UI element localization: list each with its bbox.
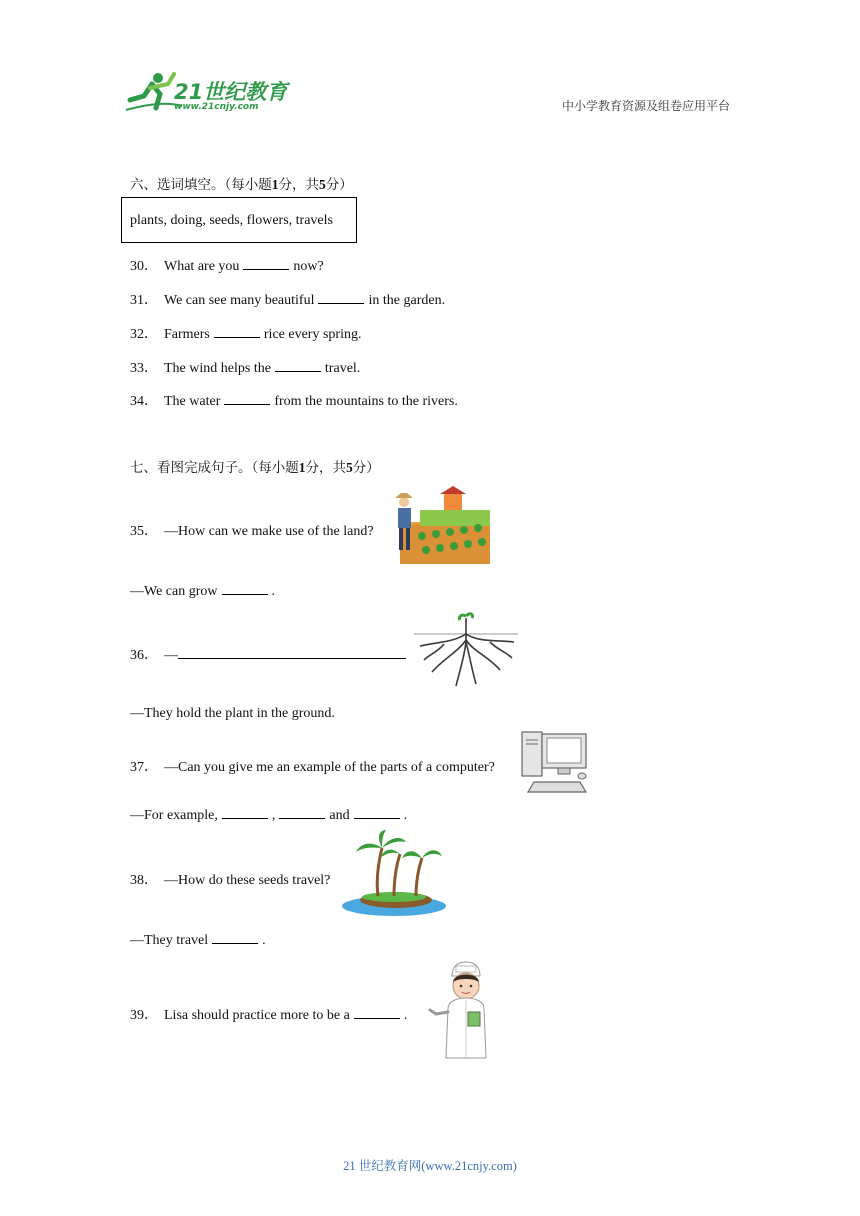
- section-7-score-each: 1: [298, 460, 306, 475]
- question-31: [130, 289, 445, 309]
- section-6-title-suffix: 分）: [325, 177, 353, 193]
- question-text: Lisa should practice more to be a: [164, 1008, 350, 1023]
- question-35: [130, 520, 374, 540]
- farmer-field-illustration: [392, 486, 492, 566]
- answer-line[interactable]: [178, 646, 406, 659]
- computer-illustration: [520, 728, 592, 796]
- section-7-title: [130, 456, 380, 476]
- palm-island-illustration: [340, 830, 448, 920]
- question-38: [130, 869, 330, 889]
- answer-blank[interactable]: [212, 931, 258, 944]
- answer-text: .: [403, 808, 408, 823]
- answer-38: [130, 931, 266, 949]
- question-number: 34．: [130, 394, 158, 409]
- question-34: [130, 390, 458, 410]
- answer-blank[interactable]: [222, 806, 268, 819]
- answer-text: ,: [271, 808, 276, 823]
- question-text: —: [164, 648, 178, 663]
- question-39: [130, 1004, 407, 1024]
- section-6-title: [130, 173, 353, 193]
- question-text: in the garden.: [368, 293, 446, 308]
- question-30: [130, 255, 324, 275]
- question-text: travel.: [324, 361, 361, 376]
- question-text: —How do these seeds travel?: [164, 873, 331, 888]
- question-text: —How can we make use of the land?: [164, 524, 374, 539]
- question-number: 32．: [130, 327, 158, 342]
- site-logo: [122, 70, 292, 116]
- question-text: What are you: [164, 259, 240, 274]
- answer-text: .: [271, 584, 276, 599]
- answer-blank[interactable]: [318, 291, 364, 304]
- answer-37: [130, 806, 407, 824]
- question-text: —Can you give me an example of the parts of a computer?: [164, 760, 495, 775]
- question-number: 36．: [130, 648, 158, 663]
- question-text: The wind helps the: [164, 361, 271, 376]
- question-text: Farmers: [164, 327, 210, 342]
- plant-roots-illustration: [414, 612, 518, 688]
- answer-35: [130, 582, 275, 600]
- answer-blank[interactable]: [275, 359, 321, 372]
- logo-text: 21世纪教育: [174, 80, 288, 104]
- question-number: 39．: [130, 1008, 158, 1023]
- section-7-title-prefix: 七、看图完成句子。（每小题: [130, 460, 299, 476]
- logo-url: www.21cnjy.com: [174, 102, 259, 112]
- question-number: 31．: [130, 293, 158, 308]
- answer-blank[interactable]: [214, 325, 260, 338]
- question-text: from the mountains to the rivers.: [274, 394, 458, 409]
- answer-text: .: [262, 933, 266, 948]
- answer-blank[interactable]: [279, 806, 325, 819]
- answer-text: —They travel: [130, 933, 209, 948]
- word-bank: plants, doing, seeds, flowers, travels: [130, 213, 333, 228]
- answer-text: —For example,: [130, 808, 218, 823]
- question-32: [130, 323, 361, 343]
- page-footer: 21 世纪教育网(www.21cnjy.com): [343, 1159, 517, 1173]
- section-7-score-total: 5: [346, 460, 353, 475]
- answer-text: —We can grow: [130, 584, 218, 599]
- question-text: now?: [293, 259, 324, 274]
- section-7-title-mid: 分，共: [305, 460, 346, 476]
- word-bank-box: [121, 197, 357, 243]
- question-number: 33．: [130, 361, 158, 376]
- question-text: rice every spring.: [263, 327, 362, 342]
- section-6-title-prefix: 六、选词填空。（每小题: [130, 177, 272, 193]
- question-number: 30．: [130, 259, 158, 274]
- header-tagline: 中小学教育资源及组卷应用平台: [561, 99, 730, 113]
- section-6-score-each: 1: [271, 177, 279, 192]
- answer-36: —They hold the plant in the ground.: [130, 706, 335, 721]
- question-37: [130, 756, 495, 776]
- section-7-title-suffix: 分）: [352, 460, 380, 476]
- question-text: The water: [164, 394, 221, 409]
- answer-blank[interactable]: [243, 257, 289, 270]
- answer-text: and: [329, 808, 350, 823]
- answer-blank[interactable]: [354, 1006, 400, 1019]
- answer-blank[interactable]: [222, 582, 268, 595]
- answer-blank[interactable]: [354, 806, 400, 819]
- nurse-illustration: [426, 958, 506, 1062]
- question-36: [130, 644, 406, 664]
- question-number: 37．: [130, 760, 158, 775]
- question-text: We can see many beautiful: [164, 293, 315, 308]
- answer-blank[interactable]: [224, 392, 270, 405]
- question-text: .: [403, 1008, 408, 1023]
- section-6-title-mid: 分，共: [278, 177, 319, 193]
- question-number: 35．: [130, 524, 158, 539]
- question-33: [130, 357, 360, 377]
- section-6-score-total: 5: [319, 177, 326, 192]
- question-number: 38．: [130, 873, 158, 888]
